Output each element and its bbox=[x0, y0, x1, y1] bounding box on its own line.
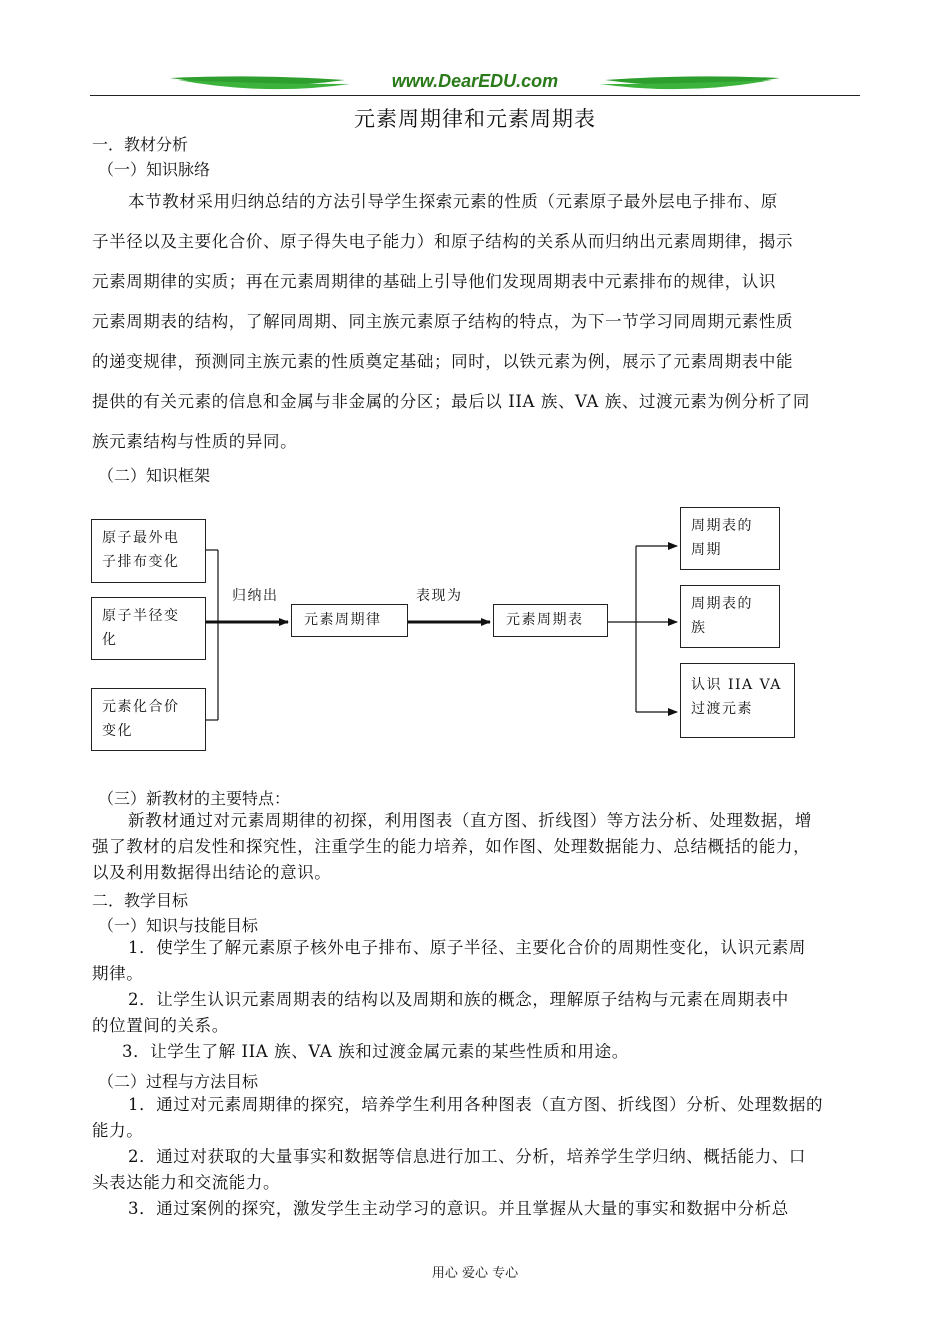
list-item-cont: 头表达能力和交流能力。 bbox=[92, 1173, 281, 1192]
subheading-knowledge-skills: （一）知识与技能目标 bbox=[98, 916, 259, 935]
para-line: 提供的有关元素的信息和金属与非金属的分区；最后以 IIA 族、VA 族、过渡元素为例分析了同 bbox=[92, 392, 810, 411]
box-iia-va-transition bbox=[680, 663, 795, 738]
box-line: 元素化合价 bbox=[102, 699, 180, 715]
para-line: 元素周期表的结构，了解同周期、同主族元素原子结构的特点，为下一节学习同周期元素性质 bbox=[92, 312, 794, 331]
list-item-cont: 期律。 bbox=[92, 964, 144, 983]
list-item-cont: 能力。 bbox=[92, 1121, 144, 1140]
section-heading-2: 二．教学目标 bbox=[92, 891, 189, 910]
subheading-knowledge-context: （一）知识脉络 bbox=[98, 160, 211, 179]
para-line: 新教材通过对元素周期律的初探，利用图表（直方图、折线图）等方法分析、处理数据，增 bbox=[128, 811, 812, 830]
box-line: 周期表的 bbox=[691, 518, 753, 534]
para-line: 本节教材采用归纳总结的方法引导学生探索元素的性质（元素原子最外层电子排布、原 bbox=[128, 192, 778, 211]
list-knowledge-goals bbox=[92, 935, 872, 1065]
list-item: 2．通过对获取的大量事实和数据等信息进行加工、分析，培养学生学归纳、概括能力、口 bbox=[128, 1147, 806, 1166]
box-table-groups bbox=[680, 585, 780, 648]
subheading-process-methods: （二）过程与方法目标 bbox=[98, 1072, 259, 1091]
list-item: 3．让学生了解 IIA 族、VA 族和过渡金属元素的某些性质和用途。 bbox=[122, 1042, 629, 1061]
box-line: 化 bbox=[102, 632, 118, 648]
para-line: 子半径以及主要化合价、原子得失电子能力）和原子结构的关系从而归纳出元素周期律，揭示 bbox=[92, 232, 794, 251]
box-line: 周期表的 bbox=[691, 596, 753, 612]
label-induce: 归纳出 bbox=[232, 588, 279, 604]
label-manifest: 表现为 bbox=[416, 588, 463, 604]
para-line: 以及利用数据得出结论的意识。 bbox=[92, 863, 332, 882]
para-line: 强了教材的启发性和探究性，注重学生的能力培养，如作图、处理数据能力、总结概括的能力， bbox=[92, 837, 811, 856]
box-line: 族 bbox=[691, 620, 707, 636]
paragraph-knowledge-context bbox=[92, 182, 872, 462]
para-line: 族元素结构与性质的异同。 bbox=[92, 432, 298, 451]
page-footer: 用心 爱心 专心 bbox=[431, 1266, 519, 1281]
list-item-cont: 的位置间的关系。 bbox=[92, 1016, 229, 1035]
box-outer-electron-arrangement bbox=[91, 519, 206, 583]
list-item: 2．让学生认识元素周期表的结构以及周期和族的概念，理解原子结构与元素在周期表中 bbox=[128, 990, 789, 1009]
section-heading-1: 一．教材分析 bbox=[92, 135, 189, 154]
site-logo-text: www.DearEDU.com bbox=[391, 71, 559, 91]
box-atomic-radius bbox=[91, 597, 206, 660]
box-line: 变化 bbox=[102, 723, 133, 739]
box-line: 原子最外电 bbox=[102, 530, 180, 546]
header-logo bbox=[170, 70, 780, 98]
box-line: 过渡元素 bbox=[691, 701, 753, 717]
box-table-periods bbox=[680, 507, 780, 570]
box-periodic-table: 元素周期表 bbox=[493, 604, 608, 637]
list-item: 1．使学生了解元素原子核外电子排布、原子半径、主要化合价的周期性变化，认识元素周 bbox=[128, 938, 806, 957]
para-line: 元素周期律的实质；再在元素周期律的基础上引导他们发现周期表中元素排布的规律，认识 bbox=[92, 272, 776, 291]
box-line: 周期 bbox=[691, 542, 722, 558]
para-line: 的递变规律，预测同主族元素的性质奠定基础；同时，以铁元素为例，展示了元素周期表中能 bbox=[92, 352, 794, 371]
page-title: 元素周期律和元素周期表 bbox=[354, 107, 596, 131]
subheading-new-features: （三）新教材的主要特点： bbox=[98, 789, 291, 808]
box-line: 子排布变化 bbox=[102, 554, 180, 570]
header-rule bbox=[90, 95, 860, 96]
box-periodic-law: 元素周期律 bbox=[291, 604, 408, 637]
box-line: 原子半径变 bbox=[102, 608, 180, 624]
box-valence-change bbox=[91, 688, 206, 751]
list-item: 3．通过案例的探究，激发学生主动学习的意识。并且掌握从大量的事实和数据中分析总 bbox=[128, 1199, 789, 1218]
list-item: 1．通过对元素周期律的探究，培养学生利用各种图表（直方图、折线图）分析、处理数据的 bbox=[128, 1095, 824, 1114]
list-process-goals bbox=[92, 1092, 872, 1222]
box-line: 认识 IIA VA bbox=[691, 677, 782, 693]
subheading-knowledge-framework: （二）知识框架 bbox=[98, 466, 211, 485]
paragraph-new-features bbox=[92, 808, 872, 886]
